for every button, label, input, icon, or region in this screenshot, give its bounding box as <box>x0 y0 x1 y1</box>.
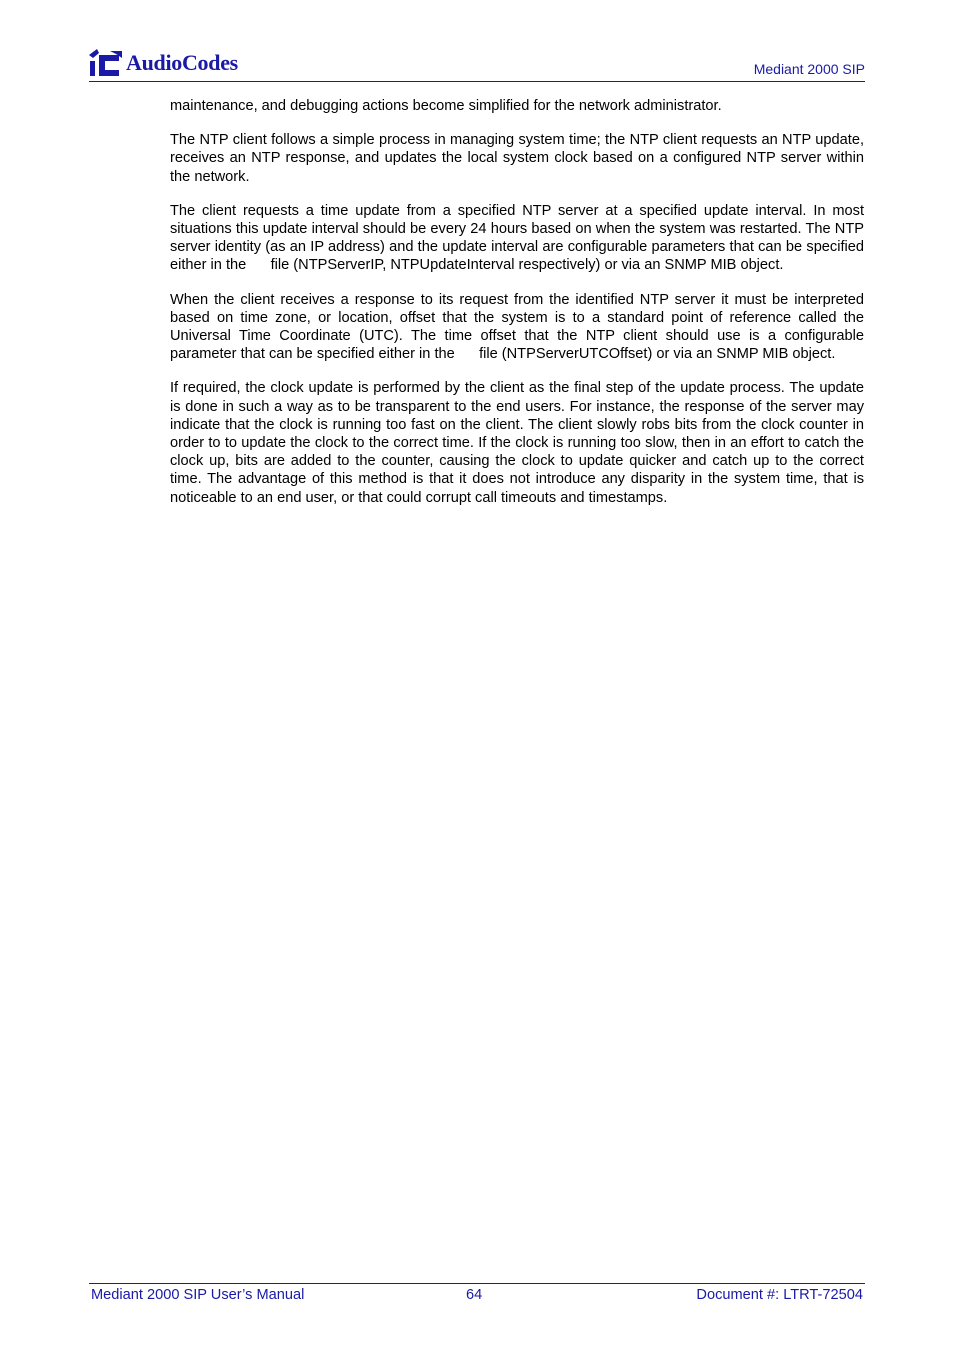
page-header <box>89 46 865 82</box>
paragraph: maintenance, and debugging actions become simplified for the network administrator. <box>170 98 722 114</box>
paragraph: The NTP client follows a simple process in managing system time; the NTP client requests an NTP update, receives an NTP response, and updates the local system clock based on a configured NTP server within the network. <box>170 132 864 185</box>
footer-manual-title: Mediant 2000 SIP User’s Manual <box>91 1287 305 1303</box>
header-product-name: Mediant 2000 SIP <box>753 61 865 77</box>
paragraph: When the client receives a response to its request from the identified NTP server it must be interpreted based on time zone, or location, offset that the system is to a standard point of reference called the Universal Time Coordinate (UTC). The time offset that the NTP client should use is a configurable parameter that can be specified either in the file (NTPServerUTCOffset) or via an SNMP MIB object. <box>170 291 869 363</box>
paragraph: If required, the clock update is performed by the client as the final step of the update process. The update is done in such a way as to be transparent to the end users. For instance, the response of the server may indicate that the clock is running too fast on the client. The client slowly robs bits from the clock counter in order to to update the clock to the correct time. If the clock is running too slow, then in an effort to catch the clock up, bits are added to the counter, causing the clock to update quicker and catch up to the correct time. The advantage of this method is that it does not introduce any disparity in the system time, that is noticeable to an end user, or that could corrupt call timeouts and timestamps. <box>170 380 864 506</box>
page-footer <box>89 1283 865 1310</box>
paragraph: The client requests a time update from a specified NTP server at a specified update interval. In most situations this update interval should be every 24 hours based on when the system was restarted. The NTP server identity (as an IP address) and the update interval are configurable parameters that can be specified either in the file (NTPServerIP, NTPUpdateInterval respectively) or via an SNMP MIB object. <box>170 202 869 274</box>
footer-document-number: Document #: LTRT-72504 <box>696 1287 863 1303</box>
footer-page-number: 64 <box>466 1287 483 1303</box>
logo-text: AudioCodes <box>126 50 238 75</box>
audiocodes-logo <box>89 48 238 78</box>
body-text <box>170 97 869 523</box>
logo-mark-icon <box>89 49 123 77</box>
